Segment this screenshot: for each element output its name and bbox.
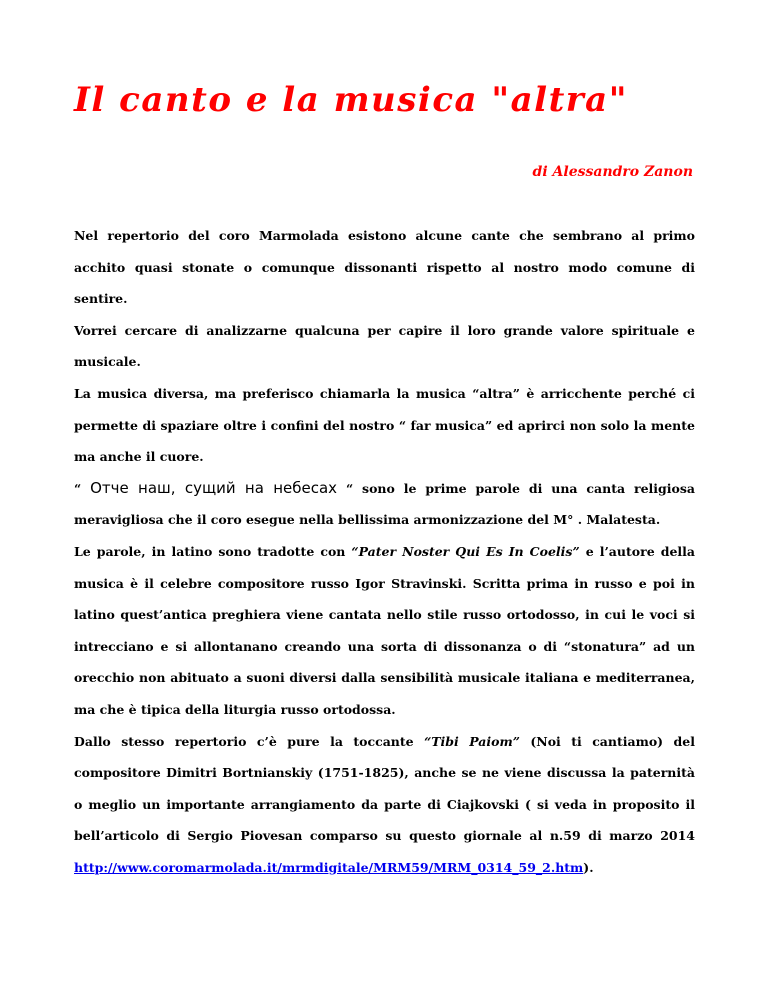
paragraph-purpose: Vorrei cercare di analizzarne qualcuna per capire il loro grande valore spirituale e musicale.	[74, 322, 695, 370]
paragraph-russian-prayer	[74, 473, 695, 536]
article-body	[74, 220, 695, 883]
song-title: “Tibi Paiom”	[424, 733, 520, 749]
quote-open: “	[74, 480, 91, 496]
arranger-name: Ciajkovski	[446, 796, 519, 812]
reference-text: ( si veda in proposito il bell’articolo di Sergio Piovesan comparso su questo giornale al n.59 di marzo 2014	[74, 796, 695, 844]
paragraph-intro: Nel repertorio del coro Marmolada esistono alcune cante che sembrano al primo acchito quasi stonate o comunque dissonanti rispetto al nostro modo comune di sentire.	[74, 228, 695, 307]
author-byline: di Alessandro Zanon	[532, 164, 693, 180]
closing-parenthesis: ).	[583, 859, 594, 875]
article-title: Il canto e la musica "altra"	[74, 80, 628, 120]
song-translation: (Noi ti cantiamo) del compositore	[74, 733, 695, 781]
latin-intro: Le parole, in latino sono tradotte con	[74, 543, 352, 559]
paragraph-other-music: La musica diversa, ma preferisco chiamarla la musica “altra” è arricchente perché ci permette di spaziare oltre i confini del nostro “ far musica” ed aprirci non solo la mente ma anche il cuore.	[74, 385, 695, 465]
latin-continuation: e l’autore della musica è il celebre compositore russo Igor Stravinski. Scritta prima in russo e poi in latino quest’antica preghiera viene cantata nello stile russo ortodosso, in cui le voci si intrecciano e si allontanano creando una sorta di dissonanza o di “stonatura” ad un orecchio non abituato a suoni diversi dalla sensibilità musicale italiana e mediterranea, ma che è tipica della liturgia russo ortodossa.	[74, 543, 695, 717]
russian-phrase: Отче наш, сущий на небесах	[90, 478, 338, 497]
paragraph-tibi-paiom	[74, 726, 695, 884]
composer-dates: (1751-1825), anche se ne viene discussa la paternità o meglio un importante arrangiamento da parte di	[74, 765, 695, 812]
russian-phrase-continuation: “ sono le prime parole di una canta religiosa meravigliosa che il coro esegue nella bellissima armonizzazione del M° . Malatesta.	[74, 480, 695, 528]
article-link[interactable]: http://www.coromarmolada.it/mrmdigitale/MRM59/MRM_0314_59_2.htm	[74, 859, 584, 875]
latin-title: “Pater Noster Qui Es In Coelis”	[351, 543, 580, 559]
paragraph-pater-noster	[74, 536, 695, 726]
composer-name: Dimitri Bortnianskiy	[166, 765, 313, 781]
tibi-intro: Dallo stesso repertorio c’è pure la toccante	[74, 733, 425, 749]
